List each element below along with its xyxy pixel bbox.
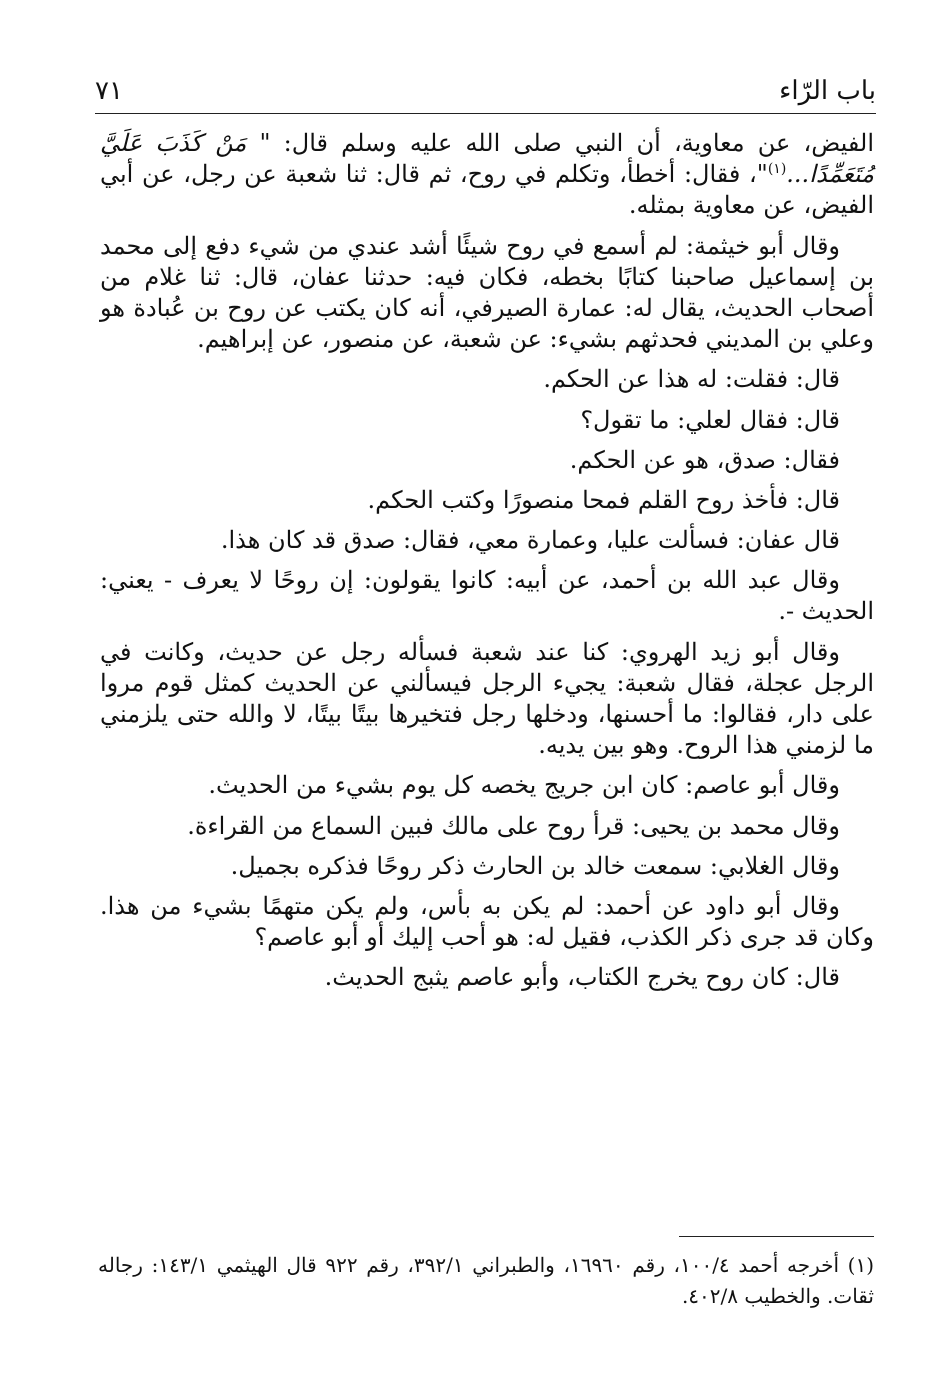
paragraph: قال: فقال لعلي: ما تقول؟ [580, 405, 840, 434]
paragraph: وقال أبو داود عن أحمد: لم يكن به بأس، ولم يكن متهمًا بشيء من هذا. وكان قد جرى ذكر الكذب، فقيل له: هو أحب إليك أو أبو عاصم؟ [100, 891, 874, 952]
paragraph: قال: فأخذ روح القلم فمحا منصورًا وكتب الحكم. [367, 485, 840, 514]
paragraph-text: "، فقال: أخطأ، وتكلم في روح، ثم قال: ثنا شعبة عن رجل، عن أبي الفيض، عن معاوية بمثله. [100, 160, 874, 220]
running-header [95, 64, 876, 104]
footnote: (١) أخرجه أحمد ١٠٠/٤، رقم ١٦٩٦٠، والطبراني ٣٩٢/١، رقم ٩٢٢ قال الهيثمي ١٤٣/١: رجاله ثقات. والخطيب ٤٠٢/٨. [98, 1253, 875, 1308]
main-text [100, 128, 874, 1003]
paragraph: وقال أبو زيد الهروي: كنا عند شعبة فسأله رجل عن حديث، وكانت في الرجل عجلة، فقال شعبة: يجيء الرجل فيسألني عن الحديث كمثل قوم مروا على دار، فقالوا: ما أحسنها، ودخلها رجل فتخيرها بيتًا بيتًا، لا والله حتى يلزمني ما لزمني هذا الروح. وهو بين يديه. [100, 637, 874, 760]
paragraph [100, 128, 874, 222]
footnotes [98, 1250, 874, 1312]
paragraph: قال: فقلت: له هذا عن الحكم. [543, 365, 840, 394]
paragraph: وقال عبد الله بن أحمد، عن أبيه: كانوا يقولون: إن روحًا لا يعرف - يعني: الحديث -. [100, 566, 874, 626]
chapter-title: باب الرّاء [779, 76, 876, 106]
paragraph: فقال: صدق، هو عن الحكم. [569, 445, 840, 474]
paragraph: قال عفان: فسألت عليا، وعمارة معي، فقال: صدق قد كان هذا. [220, 526, 840, 555]
footnote-reference: (١) [767, 161, 787, 178]
paragraph: وقال الغلابي: سمعت خالد بن الحارث ذكر روحًا فذكره بجميل. [230, 851, 840, 880]
paragraph: وقال أبو خيثمة: لم أسمع في روح شيئًا أشد عندي من شيء دفع إلى محمد بن إسماعيل صاحبنا كتابًا بخطه، فكان فيه: حدثنا عفان، قال: ثنا غلام من أصحاب الحديث، يقال له: عمارة الصيرفي، أنه كان يكتب عن روح بن عُبادة هو وعلي بن المديني فحدثهم بشيء: عن شعبة، عن منصور، عن إبراهيم. [100, 231, 874, 354]
hadith-quote: مَنْ كَذَبَ عَلَيَّ مُتَعَمِّدًا... [100, 129, 874, 189]
paragraph: وقال أبو عاصم: كان ابن جريج يخصه كل يوم بشيء من الحديث. [208, 771, 840, 800]
paragraph: وقال محمد بن يحيى: قرأ روح على مالك فبين السماع من القراءة. [187, 811, 840, 840]
paragraph: قال: كان روح يخرج الكتاب، وأبو عاصم يثبج الحديث. [324, 963, 840, 992]
footnote-rule [679, 1236, 874, 1237]
header-rule [95, 113, 876, 114]
page-number: ٧١ [95, 76, 123, 106]
paragraph-text: الفيض، عن معاوية، أن النبي صلى الله عليه وسلم قال: " [246, 129, 874, 157]
